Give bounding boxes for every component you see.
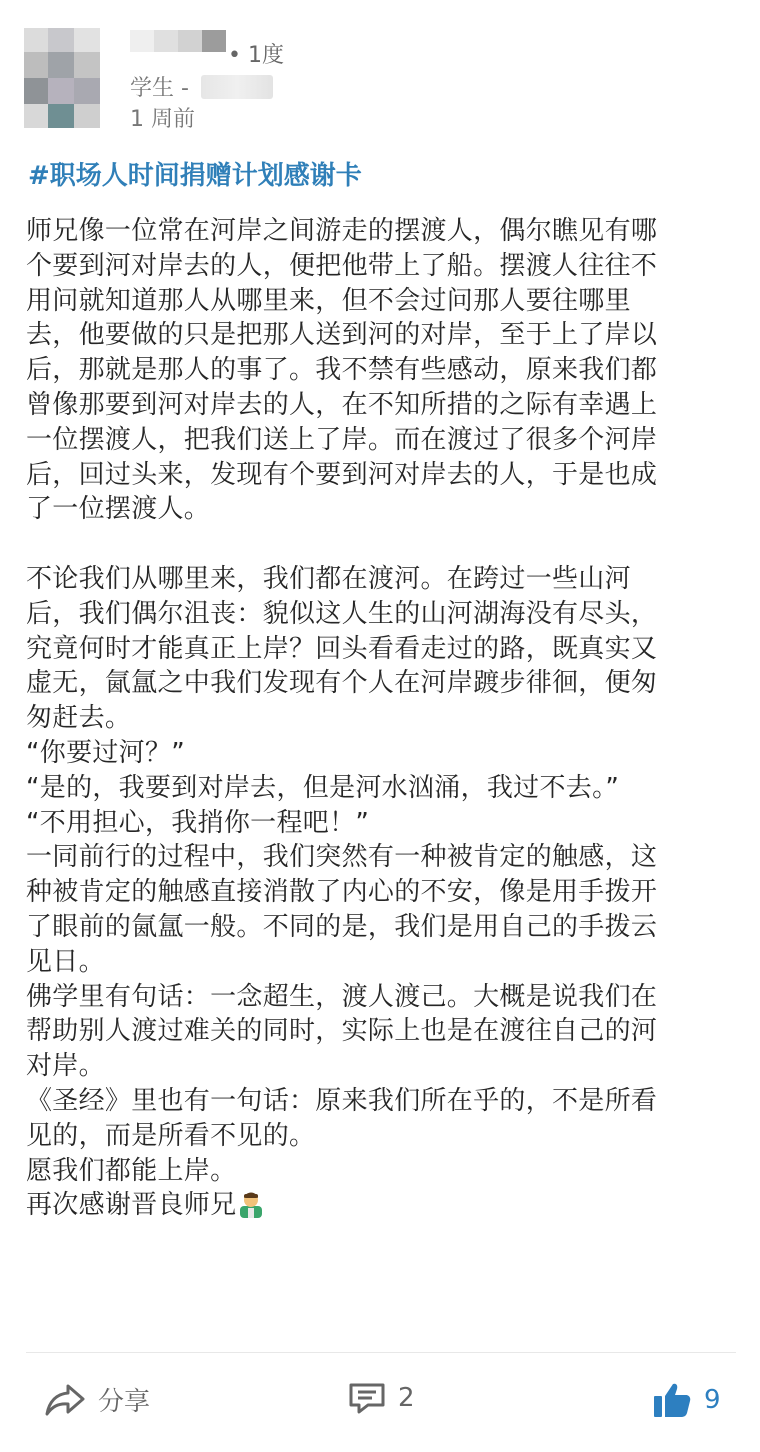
- body-line: 种被肯定的触感直接消散了内心的不安，像是用手拨开: [26, 877, 658, 908]
- author-org-redacted: [201, 75, 273, 99]
- body-line: 用问就知道那人从哪里来，但不会过问那人要往哪里: [26, 285, 631, 316]
- body-line: 见日。: [26, 946, 105, 977]
- post-time: 1 周前: [130, 107, 195, 132]
- body-line: 曾像那要到河对岸去的人，在不知所措的之际有幸遇上: [26, 389, 658, 420]
- post-header: [0, 0, 760, 140]
- comment-icon: [348, 1381, 386, 1415]
- body-line: 佛学里有句话：一念超生，渡人渡己。大概是说我们在: [26, 981, 658, 1012]
- body-line: 了一位摆渡人。: [26, 494, 211, 525]
- body-line: 一位摆渡人，把我们送上了岸。而在渡过了很多个河岸: [26, 424, 658, 455]
- body-line: 个要到河对岸去的人，便把他带上了船。摆渡人往往不: [26, 250, 658, 281]
- share-button[interactable]: [44, 1381, 150, 1418]
- divider: [26, 1352, 736, 1353]
- topic-hashtag[interactable]: #职场人时间捐赠计划感谢卡: [28, 161, 362, 191]
- body-line: 《圣经》里也有一句话：原来我们所在乎的，不是所看: [26, 1085, 658, 1116]
- body-line: 匆赶去。: [26, 703, 132, 734]
- share-label: 分享: [98, 1387, 151, 1417]
- author-name-redacted[interactable]: [130, 30, 226, 52]
- body-line: 再次感谢晋良师兄: [26, 1190, 237, 1221]
- body-line: 帮助别人渡过难关的同时，实际上也是在渡往自己的河: [26, 1016, 658, 1047]
- share-arrow-icon: [44, 1383, 86, 1417]
- body-line: 去，他要做的只是把那人送到河的对岸，至于上了岸以: [26, 320, 658, 351]
- body-line: 了眼前的氤氲一般。不同的是，我们是用自己的手拨云: [26, 911, 658, 942]
- body-line: 见的，而是所看不见的。: [26, 1120, 316, 1151]
- body-line: 不论我们从哪里来，我们都在渡河。在跨过一些山河: [26, 563, 631, 594]
- body-line: 师兄像一位常在河岸之间游走的摆渡人，偶尔瞧见有哪: [26, 216, 658, 246]
- body-line: “是的，我要到对岸去，但是河水汹涌，我过不去。”: [26, 772, 620, 803]
- body-line: 虚无，氤氲之中我们发现有个人在河岸踱步徘徊，便匆: [26, 668, 658, 699]
- body-line: 究竟何时才能真正上岸？回头看看走过的路，既真实又: [26, 633, 658, 664]
- comment-button[interactable]: [348, 1381, 415, 1415]
- post-body: [26, 214, 746, 1223]
- body-line: 愿我们都能上岸。: [26, 1155, 237, 1186]
- like-count: 9: [704, 1385, 721, 1415]
- author-role: 学生 -: [130, 76, 189, 101]
- body-line: 一同前行的过程中，我们突然有一种被肯定的触感，这: [26, 842, 658, 873]
- body-last-line: [26, 1188, 746, 1223]
- thumbs-up-icon: [652, 1381, 692, 1419]
- body-line: 后，我们偶尔沮丧：貌似这人生的山河湖海没有尽头，: [26, 598, 658, 629]
- avatar[interactable]: [24, 28, 100, 128]
- body-line: “不用担心，我捎你一程吧！”: [26, 807, 370, 838]
- comment-count: 2: [398, 1383, 415, 1413]
- body-line: 对岸。: [26, 1051, 105, 1082]
- paragraph-gap: [26, 527, 746, 562]
- body-line: 后，回过头来，发现有个要到河对岸去的人，于是也成: [26, 459, 658, 490]
- bowing-person-emoji-icon: [236, 1189, 266, 1219]
- like-button[interactable]: [652, 1381, 721, 1419]
- body-line: “你要过河？”: [26, 737, 186, 768]
- action-bar: [0, 1365, 760, 1435]
- body-line: 后，那就是那人的事了。我不禁有些感动，原来我们都: [26, 355, 658, 386]
- author-subtitle: [130, 71, 273, 102]
- connection-degree: • 1度: [228, 43, 284, 68]
